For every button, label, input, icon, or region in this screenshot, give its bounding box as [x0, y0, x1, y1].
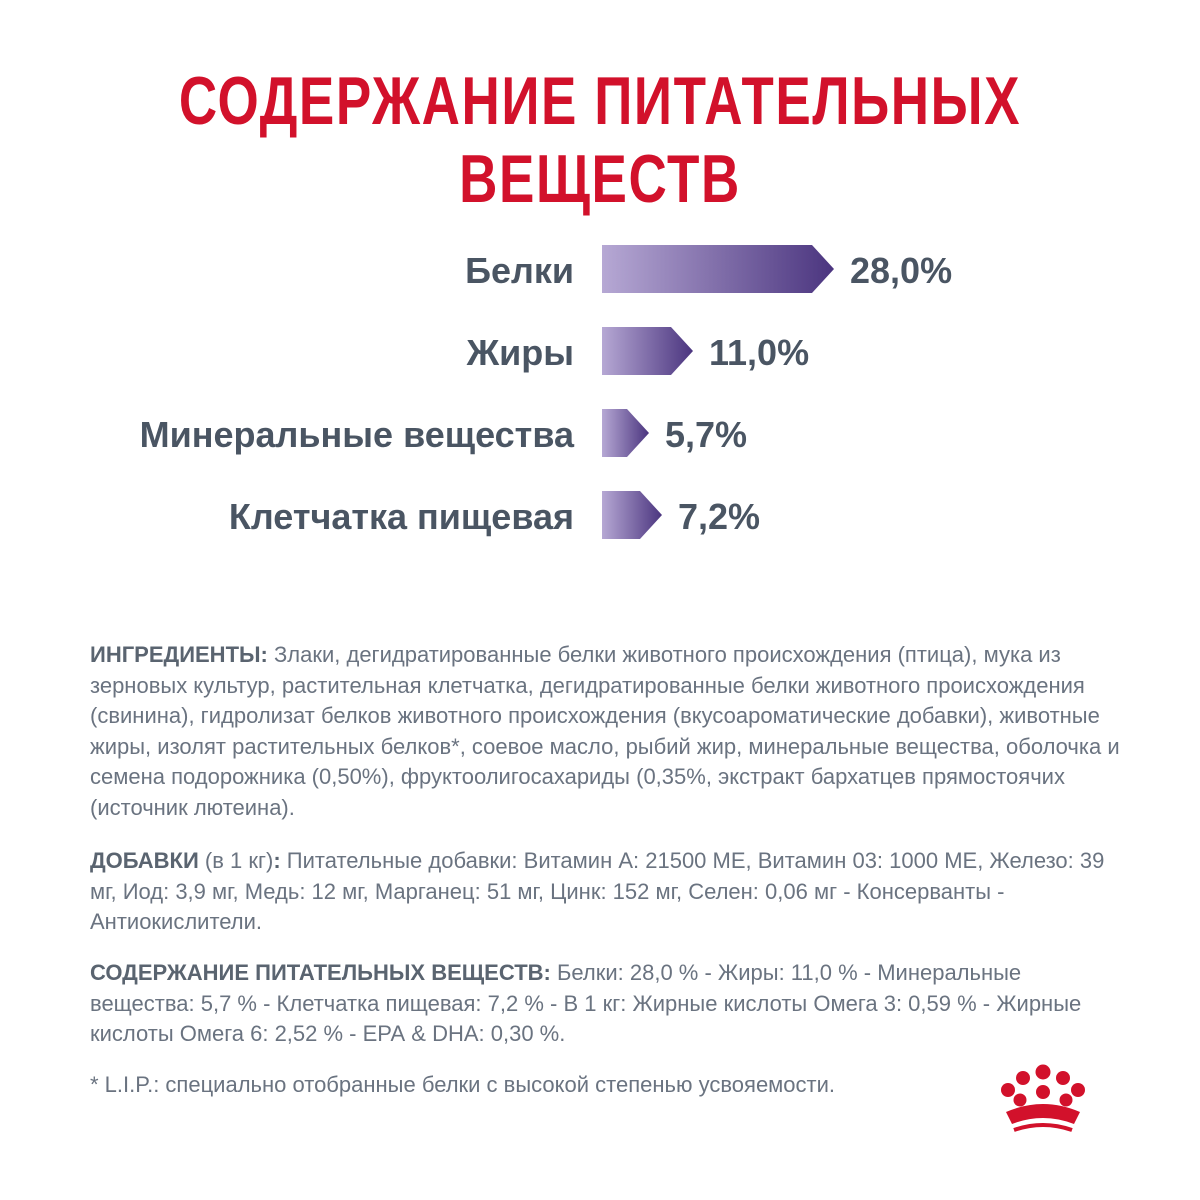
nutrient-bar-chart [0, 245, 1200, 573]
additives-colon: : [273, 848, 281, 873]
bar-label-fats: Жиры [466, 332, 574, 373]
bar-fats [602, 327, 693, 375]
additives-heading: ДОБАВКИ [90, 848, 199, 873]
bar-value-fats: 11,0% [709, 332, 810, 373]
footnote: * L.I.P.: специально отобранные белки с высокой степенью усвояемости. [90, 1072, 836, 1097]
bar-label-proteins: Белки [465, 250, 574, 291]
bar-fiber [602, 491, 662, 539]
ingredients-text: Злаки, дегидратированные белки животного происхождения (птица), мука из зерновых культур, растительная клетчатка, дегидратированные белки животного происхождения (свинина), гидролизат белков животного происхождения (вкусоароматические добавки), животные жиры, изолят растительных белков*, соевое масло, рыбий жир, минеральные вещества, оболочка и семена подорожника (0,50%), фруктоолигосахариды (0,35%, экстракт бархатцев прямостоячих (источник лютеина). [90, 642, 1120, 820]
bar-minerals [602, 409, 649, 457]
page-title: СОДЕРЖАНИЕ ПИТАТЕЛЬНЫХ ВЕЩЕСТВ [178, 63, 1022, 217]
logo-dot [1036, 1085, 1050, 1099]
bar-label-minerals: Минеральные вещества [139, 414, 574, 455]
additives-paragraph [90, 846, 1120, 938]
nutrients-paragraph [90, 958, 1120, 1050]
logo-crown-arc [1014, 1125, 1072, 1130]
logo-dot [1001, 1083, 1015, 1097]
logo-dot [1036, 1065, 1051, 1080]
bar-label-fiber: Клетчатка пищевая [228, 496, 574, 537]
nutrients-heading: СОДЕРЖАНИЕ ПИТАТЕЛЬНЫХ ВЕЩЕСТВ: [90, 960, 551, 985]
ingredients-paragraph [90, 640, 1120, 823]
bar-value-fiber: 7,2% [678, 496, 761, 537]
logo-dot [1014, 1094, 1027, 1107]
logo-dot [1016, 1071, 1030, 1085]
ingredients-heading: ИНГРЕДИЕНТЫ: [90, 642, 268, 667]
bar-value-proteins: 28,0% [850, 250, 953, 291]
bar-value-minerals: 5,7% [665, 414, 748, 455]
additives-subheading: (в 1 кг) [198, 848, 274, 873]
logo-dot [1071, 1083, 1085, 1097]
nutrients-text: Белки: 28,0 % - Жиры: 11,0 % - Минеральные вещества: 5,7 % - Клетчатка пищевая: 7,2 % - В 1 кг: Жирные кислоты Омега 3: 0,59 % - Жирные кислоты Омега 6: 2,52 % - ЕРА & DHA: 0,30 %. [90, 960, 1082, 1046]
bar-row-minerals [0, 409, 1200, 491]
additives-text: Питательные добавки: Витамин А: 21500 МЕ, Витамин 03: 1000 МЕ, Железо: 39 мг, Иод: 3,9 мг, Медь: 12 мг, Марганец: 51 мг, Цинк: 152 мг, Селен: 0,06 мг - Консерванты - Антиокислители. [90, 848, 1105, 934]
bar-row-fiber [0, 491, 1200, 573]
bar-row-proteins [0, 245, 1200, 327]
logo-crown-band [1006, 1104, 1080, 1124]
logo-dot [1060, 1094, 1073, 1107]
royal-canin-crown-logo [998, 1062, 1088, 1142]
bar-proteins [602, 245, 834, 293]
bar-row-fats [0, 327, 1200, 409]
logo-dot [1056, 1071, 1070, 1085]
